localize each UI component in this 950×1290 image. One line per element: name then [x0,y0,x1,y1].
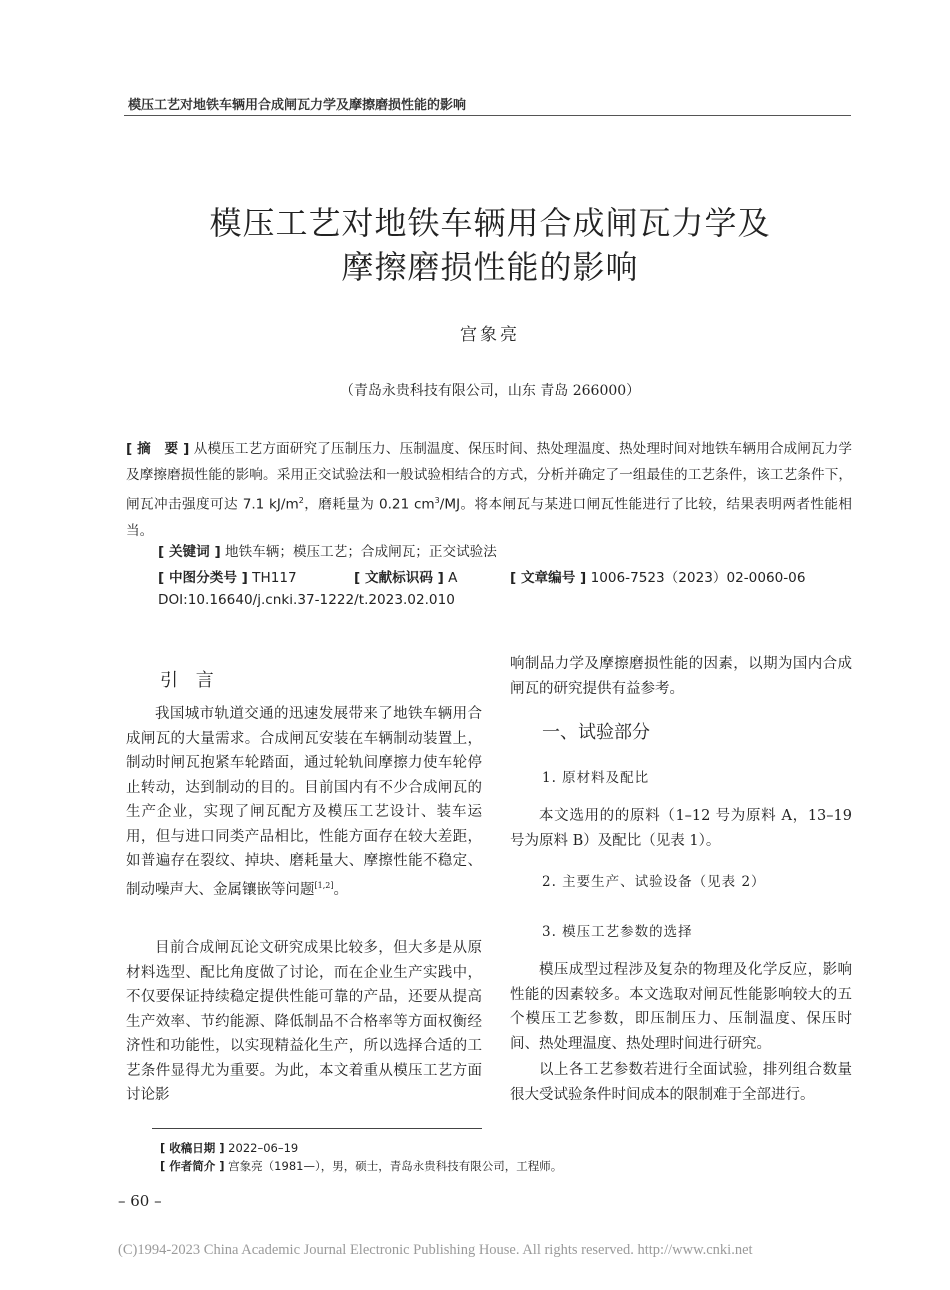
keywords [158,540,497,560]
footnote-rule [152,1128,482,1129]
abstract-text-1: 从模压工艺方面研究了压制压力、压制温度、保压时间、热处理温度、热处理时间对地铁车辆用合成闸瓦力学及摩擦磨损性能的影响。采用正交试验法和一般试验相结合的方式，分析并确定了一组最佳的工艺条件，该工艺条件下，闸瓦冲击强度可达 7.1 kJ/m [126,441,853,513]
abstract-text-3: /MJ。将本闸瓦与某进口闸瓦性能进行了比较，结果表明两者性能相当。 [126,496,852,539]
doi: DOI:10.16640/j.cnki.37-1222/t.2023.02.010 [158,592,455,608]
article-number-value: 1006-7523（2023）02-0060-06 [586,570,806,586]
clc-number [158,566,297,586]
intro-paragraph-2: 目前合成闸瓦论文研究成果比较多，但大多是从原材料选型、配比角度做了讨论，而在企业生产实践中，不仅要保证持续稳定提供性能可靠的产品，还要从提高生产效率、节约能源、降低制品不合格率等方面权衡经济性和功能性，以实现精益化生产，所以选择合适的工艺条件显得尤为重要。为此，本文着重从模压工艺方面讨论影 [126,940,482,1103]
author-info-value: 宫象亮（1981—），男，硕士，青岛永贵科技有限公司，工程师。 [224,1159,563,1173]
page-number: – 60 – [118,1192,162,1210]
running-head: 模压工艺对地铁车辆用合成闸瓦力学及摩擦磨损性能的影响 [128,98,467,113]
intro-paragraph-1-text: 我国城市轨道交通的迅速发展带来了地铁车辆用合成闸瓦的大量需求。合成闸瓦安装在车辆制动装置上，制动时闸瓦抱紧车轮踏面，通过轮轨间摩擦力使车轮停止转动，达到制动的目的。目前国内有不少合成闸瓦的生产企业，实现了闸瓦配方及模压工艺设计、装车运用，但与进口同类产品相比，性能方面存在较大差距，如普遍存在裂纹、掉块、磨耗量大、摩擦性能不稳定、制动噪声大、金属镶嵌等问题 [126,706,482,898]
process-paragraph-2: 以上各工艺参数若进行全面试验，排列组合数量很大受试验条件时间成本的限制难于全部进行。 [510,1062,852,1103]
intro-citation: [1,2] [314,880,334,890]
subsection-1-heading: 1. 原材料及配比 [542,770,650,786]
title-line-1: 模压工艺对地铁车辆用合成闸瓦力学及 [209,204,771,242]
keywords-text: 地铁车辆；模压工艺；合成闸瓦；正交试验法 [220,544,497,560]
abstract-label: [ 摘 要 ] [126,441,190,457]
intro-paragraph-1 [126,702,482,902]
header-rule [124,115,851,116]
subsection-2-heading: 2. 主要生产、试验设备（见表 2） [542,874,766,890]
right-paragraph-continued: 响制品力学及摩擦磨损性能的因素，以期为国内合成闸瓦的研究提供有益参考。 [510,656,852,697]
abstract [126,436,852,544]
document-code [354,566,457,586]
title-line-2: 摩擦磨损性能的影响 [341,248,639,286]
document-code-value: A [443,570,458,586]
abstract-sup-2: 3 [434,496,440,505]
copyright-notice: (C)1994-2023 China Academic Journal Electronic Publishing House. All rights reserved. http://www.cnki.net [118,1242,753,1258]
article-number-label: [ 文章编号 ] [510,570,587,586]
section-heading-1: 一、试验部分 [542,722,650,743]
process-paragraph: 模压成型过程涉及复杂的物理及化学反应，影响性能的因素较多。本文选取对闸瓦性能影响较大的五个模压工艺参数，即压制压力、压制温度、保压时间、热处理温度、热处理时间进行研究。 [510,962,852,1052]
author: 宫象亮 [460,325,520,345]
clc-value: TH117 [247,570,297,586]
affiliation: （青岛永贵科技有限公司，山东 青岛 266000） [339,383,641,399]
intro-heading: 引 言 [160,670,220,691]
subsection-3-heading: 3. 模压工艺参数的选择 [542,924,693,940]
abstract-sup-1: 2 [298,496,304,505]
intro-paragraph-1-end: 。 [333,881,348,898]
article-number [510,566,805,586]
author-info-label: [ 作者简介 ] [160,1159,225,1173]
subsection-1-text: 本文选用的的原料（1–12 号为原料 A，13–19 号为原料 B）及配比（见表 1）。 [510,808,852,849]
received-value: 2022–06–19 [224,1141,299,1155]
clc-label: [ 中图分类号 ] [158,570,248,586]
footnote-received [160,1140,298,1156]
document-code-label: [ 文献标识码 ] [354,570,444,586]
keywords-label: [ 关键词 ] [158,544,221,560]
footnote-author [160,1158,562,1174]
abstract-text-2: ，磨耗量为 0.21 cm [303,496,435,513]
received-label: [ 收稿日期 ] [160,1141,225,1155]
